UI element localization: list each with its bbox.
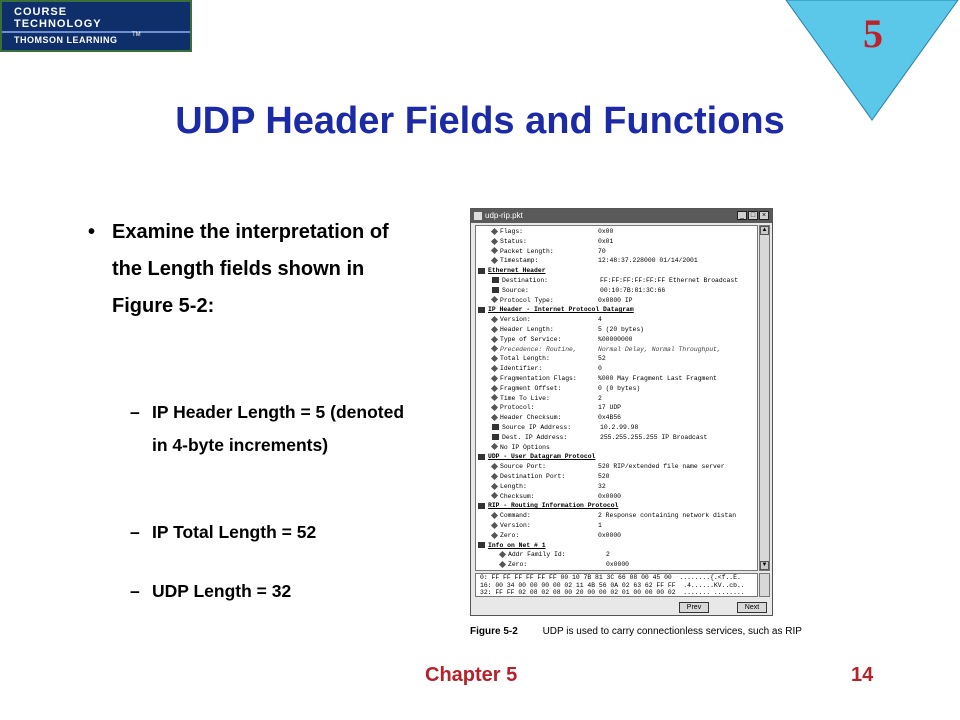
tree-field-row[interactable] [492,354,606,363]
field-name: Protocol Type: [500,296,554,304]
hex-line: 16: 00 34 00 00 00 00 02 11 4B 56 0A 02 63 62 FF FF .4......KV..cb.. [480,581,745,589]
field-name: Source: [502,286,529,294]
field-name: Dest. IP Address: [502,433,568,441]
field-icon [492,424,499,430]
tree-field-row[interactable] [500,560,629,569]
tree-field-row[interactable] [492,296,633,305]
subbullet-header-length [130,396,430,462]
field-value: 0x4B56 [598,414,622,422]
tree-field-row[interactable] [492,531,621,540]
field-icon [491,404,498,411]
bullet-list [88,214,418,325]
field-value: %000 May Fragment Last Fragment [598,375,717,382]
field-name: Type of Service: [500,335,562,343]
field-value: Normal Delay, Normal Throughput, [598,345,721,353]
field-name: Destination Port: [500,473,566,480]
field-value: 1 [598,522,602,529]
tree-field-row[interactable] [492,374,717,383]
tree-field-row[interactable] [492,276,738,285]
field-name: Source IP Address: [502,424,572,431]
footer-chapter: Chapter 5 [425,664,518,686]
tree-field-row[interactable] [492,247,606,256]
field-value: 0 (0 bytes) [598,384,641,392]
tree-section-header[interactable] [478,305,634,314]
hex-dump-pane[interactable] [475,573,758,597]
subbullet-dash: – [130,581,140,601]
field-icon [491,296,498,303]
tree-field-row[interactable] [492,433,707,442]
field-value: 12:48:37.228000 01/14/2001 [598,257,698,265]
field-icon [492,277,499,283]
tree-field-row[interactable] [492,237,613,246]
field-value: 70 [598,247,606,255]
tree-section-header[interactable] [478,501,618,510]
bullet-item [88,214,418,325]
decode-tree[interactable] [475,225,758,571]
field-value: 0x0000 [606,561,630,569]
field-icon [491,326,498,333]
field-icon [491,522,498,529]
tree-field-row[interactable] [492,492,621,501]
field-value: 255.255.255.255 IP Broadcast [600,433,708,441]
field-value: 0x00 [598,228,614,235]
tree-section-header[interactable] [478,541,546,550]
section-title: IP Header - Internet Protocol Datagram [488,306,634,314]
field-icon [491,257,498,264]
section-title: UDP - User Datagram Protocol [488,453,596,461]
field-icon [491,375,498,382]
window-titlebar[interactable] [471,209,772,223]
tree-field-row[interactable] [492,345,721,354]
field-name: Checksum: [500,492,535,500]
field-icon [491,394,498,401]
field-icon [491,512,498,519]
field-name: Status: [500,237,527,245]
field-name: Time To Live: [500,394,550,402]
tree-field-row[interactable] [492,482,606,491]
hex-line: 32: FF FF 02 08 02 08 00 20 00 00 02 01 00 00 00 02 ....... ........ [480,589,745,596]
tree-field-row[interactable] [492,325,644,334]
section-title: Ethernet Header [488,267,546,275]
field-icon [491,365,498,372]
field-value: 17 UDP [598,404,622,412]
field-value: 0x01 [598,237,614,245]
expand-node-icon [478,542,485,548]
field-value: 0x0000 [598,492,622,500]
slide-title: UDP Header Fields and Functions [175,100,785,142]
tree-field-row[interactable] [492,394,602,403]
field-value: 0x0800 IP [598,296,633,304]
field-value: 00:10:7B:81:3C:66 [600,286,666,294]
field-icon [491,473,498,480]
field-name: Precedence: Routine, [500,345,577,353]
field-icon [492,434,499,440]
figure-caption-text: UDP is used to carry connectionless services, such as RIP [542,626,802,637]
next-button[interactable]: Next [737,602,767,613]
field-value: 520 [598,473,610,480]
logo-trademark: TM [132,32,141,38]
bullet-marker: • [88,221,96,243]
field-icon [491,336,498,343]
field-name: Version: [500,522,531,529]
field-name: Destination: [502,277,549,284]
field-value: 5 (20 bytes) [598,326,645,333]
expand-node-icon [478,268,485,274]
hex-scrollbar[interactable] [759,573,770,597]
tree-field-row[interactable] [492,443,598,452]
field-icon [491,316,498,323]
field-value: 0x0000 [598,531,622,539]
field-icon [491,238,498,245]
expand-node-icon [478,454,485,460]
subbullet-udp-length [130,575,430,608]
tree-field-row[interactable] [492,315,602,324]
figure-caption [470,626,802,637]
section-title: RIP - Routing Information Protocol [488,502,619,510]
subbullet-total-length [130,516,430,549]
subbullet-dash: – [130,522,140,542]
field-name: Command: [500,512,531,520]
field-icon [491,414,498,421]
subbullet-text: UDP Length = 32 [152,581,292,601]
field-value: 52 [598,355,606,363]
expand-node-icon [478,503,485,509]
field-icon [492,287,499,293]
field-name: Identifier: [500,365,543,373]
field-value: %00000000 [598,335,633,343]
page-number: 14 [851,664,874,686]
minimize-button[interactable]: _ [737,211,747,220]
tree-field-row[interactable] [492,521,602,530]
scroll-down-arrow-icon[interactable]: ▼ [761,562,768,568]
tree-section-header[interactable] [478,266,546,275]
field-value: FF:FF:FF:FF:FF:FF Ethernet Broadcast [600,277,739,284]
logo-line-3: THOMSON LEARNING [14,35,118,45]
field-value: 32 [598,482,606,490]
window-app-icon [474,212,482,220]
tree-field-row[interactable] [500,550,610,559]
tree-field-row[interactable] [492,472,610,481]
field-name: Zero: [508,561,528,569]
tree-field-row[interactable] [492,423,638,432]
field-name: Source Port: [500,463,547,471]
field-name: Packet Length: [500,247,554,255]
subbullet-text: IP Total Length = 52 [152,522,317,542]
field-name: Fragment Offset: [500,384,562,392]
maximize-button[interactable]: □ [748,211,758,220]
tree-field-row[interactable] [492,256,698,265]
field-value: 4 [598,316,602,324]
field-value: 0 [598,365,602,373]
field-icon [491,355,498,362]
packet-decode-window [470,208,773,616]
field-icon [491,385,498,392]
tree-field-row[interactable] [492,227,613,236]
subbullet-dash: – [130,402,140,422]
tree-field-row[interactable] [492,286,665,295]
logo-line-2: TECHNOLOGY [14,18,102,30]
tree-field-row[interactable] [492,511,736,520]
field-name: Zero: [500,531,520,539]
logo-line-1: COURSE [14,6,68,18]
field-name: Total Length: [500,355,550,363]
field-value: 10.2.99.98 [600,424,639,431]
window-title: udp-rip.pkt [485,211,523,220]
tree-field-row[interactable] [492,364,602,373]
close-button[interactable]: × [759,211,769,220]
field-icon [491,228,498,235]
field-icon [491,492,498,499]
figure-label: Figure 5-2 [470,626,518,637]
tree-field-row[interactable] [492,384,640,393]
tree-field-row[interactable] [492,403,621,412]
field-name: Length: [500,482,527,490]
field-icon [491,345,498,352]
field-name: Header Checksum: [500,414,562,422]
field-name: Header Length: [500,326,554,333]
tree-field-row[interactable] [492,413,621,422]
field-icon [499,551,506,558]
field-name: Timestamp: [500,257,539,265]
decode-scrollbar[interactable] [759,225,770,571]
chapter-badge-number: 5 [863,11,883,56]
section-title: Info on Net # 1 [488,541,546,549]
field-icon [491,247,498,254]
field-value: 2 Response containing network distan [598,512,737,520]
subbullet-text: IP Header Length = 5 (denoted in 4-byte increments) [152,402,405,455]
scroll-up-arrow-icon[interactable]: ▲ [761,227,768,233]
tree-field-row[interactable] [492,335,633,344]
field-value: 2 [606,551,610,559]
bullet-text: Examine the interpretation of the Length fields shown in Figure 5-2: [112,221,389,317]
field-icon [491,443,498,450]
field-icon [491,463,498,470]
field-name: Addr Family Id: [508,551,566,559]
field-value: 2 [598,394,602,402]
field-icon [499,561,506,568]
prev-button[interactable]: Prev [679,602,709,613]
field-name: Version: [500,316,531,324]
field-icon [491,532,498,539]
hex-line: 0: FF FF FF FF FF FF 00 10 7B 81 3C 66 08 00 45 00 ........{.<f..E. [480,574,741,581]
tree-section-header[interactable] [478,452,595,461]
field-name: No IP Options [500,443,550,451]
field-value: 520 RIP/extended file name server [598,463,725,471]
expand-node-icon [478,307,485,313]
field-icon [491,483,498,490]
tree-field-row[interactable] [492,462,725,471]
field-name: Fragmentation Flags: [500,375,577,382]
field-name: Protocol: [500,404,535,412]
field-name: Flags: [500,228,524,235]
